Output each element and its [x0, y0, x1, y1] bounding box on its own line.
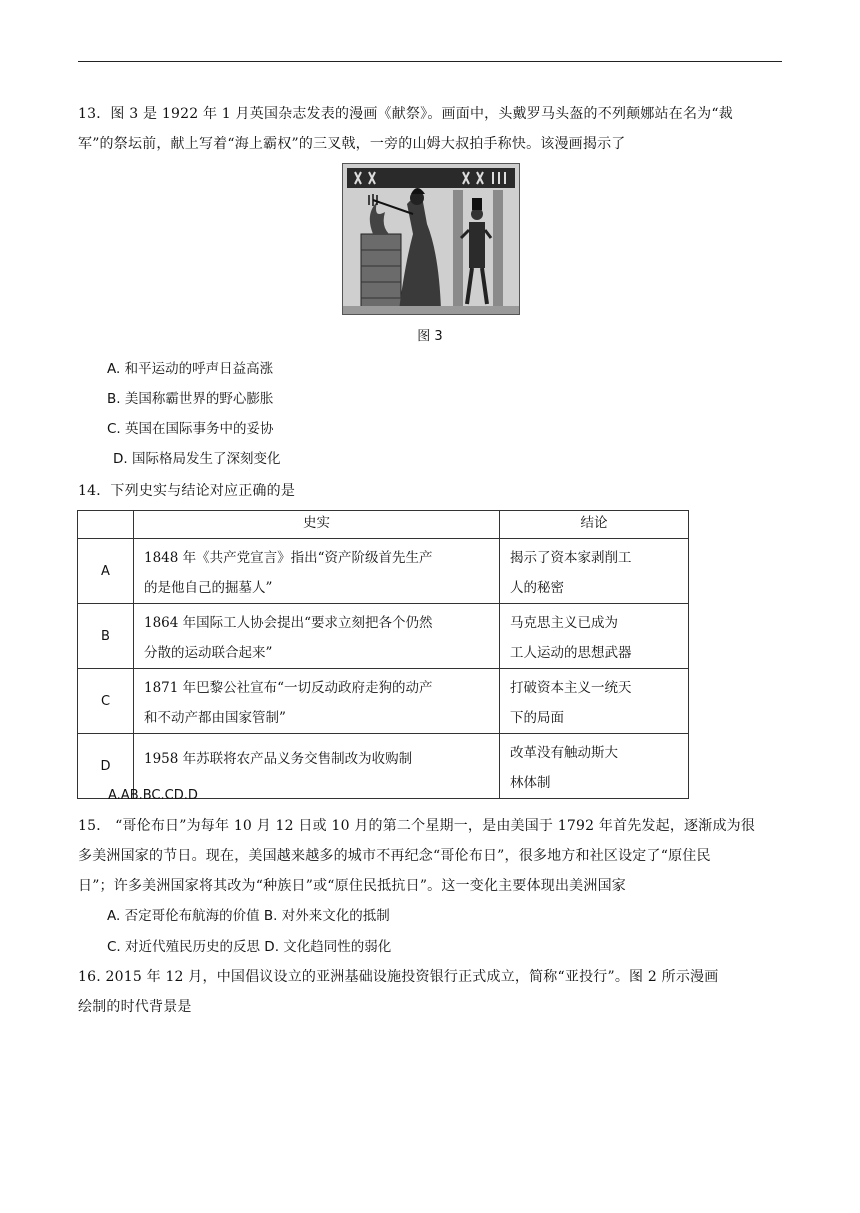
fact-line: 1958 年苏联将农产品义务交售制改为收购制 — [144, 751, 413, 767]
q16-stem-line2: 绘制的时代背景是 — [78, 999, 192, 1015]
row-conclusion — [500, 734, 689, 799]
q14-answer-options: A.AB.BC.CD.D — [108, 788, 198, 803]
fact-line: 分散的运动联合起来” — [144, 645, 273, 661]
conclusion-line: 揭示了资本家剥削工 — [510, 550, 632, 566]
q15-stem-line3: 日”；许多美洲国家将其改为“种族日”或“原住民抵抗日”。这一变化主要体现出美洲国家 — [78, 878, 626, 894]
conclusion-line: 改革没有触动斯大 — [510, 745, 618, 761]
q13-option-c: C. 英国在国际事务中的妥协 — [107, 421, 274, 437]
q15-options-line2: C. 对近代殖民历史的反思 D. 文化趋同性的弱化 — [107, 939, 392, 955]
q13-option-d: D. 国际格局发生了深刻变化 — [113, 451, 281, 467]
fact-line: 的是他自己的掘墓人” — [144, 580, 273, 596]
q13-stem-line2: 军”的祭坛前，献上写着“海上霸权”的三叉戟，一旁的山姆大叔拍手称快。该漫画揭示了 — [78, 136, 626, 152]
table-header-fact: 史实 — [134, 511, 500, 539]
row-conclusion — [500, 604, 689, 669]
table-header-conclusion: 结论 — [500, 511, 689, 539]
q15-stem-line1: 15． “哥伦布日”为每年 10 月 12 日或 10 月的第二个星期一，是由美国于 1792 年首先发起，逐渐成为很 — [78, 818, 756, 834]
row-fact — [134, 539, 500, 604]
fact-line: 1864 年国际工人协会提出“要求立刻把各个仍然 — [144, 615, 433, 631]
row-label: B — [78, 604, 134, 669]
row-conclusion — [500, 669, 689, 734]
q16-stem-line1: 16. 2015 年 12 月，中国倡议设立的亚洲基础设施投资银行正式成立，简称“亚投行”。图 2 所示漫画 — [78, 969, 719, 985]
table-row — [78, 539, 689, 604]
q13-option-b: B. 美国称霸世界的野心膨胀 — [107, 391, 274, 407]
table-row — [78, 669, 689, 734]
conclusion-line: 工人运动的思想武器 — [510, 645, 632, 661]
fact-line: 1871 年巴黎公社宣布“一切反动政府走狗的动产 — [144, 680, 433, 696]
row-fact — [134, 669, 500, 734]
q13-option-a: A. 和平运动的呼声日益高涨 — [107, 361, 274, 377]
conclusion-line: 马克思主义已成为 — [510, 615, 618, 631]
table-header-row — [78, 511, 689, 539]
row-conclusion — [500, 539, 689, 604]
history-table — [77, 510, 689, 799]
table-header-empty — [78, 511, 134, 539]
row-fact — [134, 604, 500, 669]
q14-stem: 14．下列史实与结论对应正确的是 — [78, 483, 296, 499]
conclusion-line: 打破资本主义一统天 — [510, 680, 632, 696]
fact-line: 1848 年《共产党宣言》指出“资产阶级首先生产 — [144, 550, 433, 566]
row-label: D — [78, 734, 134, 799]
conclusion-line: 人的秘密 — [510, 580, 564, 596]
conclusion-line: 林体制 — [510, 775, 551, 791]
row-label: C — [78, 669, 134, 734]
q15-stem-line2: 多美洲国家的节日。现在，美国越来越多的城市不再纪念“哥伦布日”，很多地方和社区设定了“原住民 — [78, 848, 711, 864]
cartoon-image-sacrifice — [342, 163, 520, 315]
figure-caption: 图 3 — [417, 329, 443, 344]
row-label: A — [78, 539, 134, 604]
header-rule — [78, 61, 782, 62]
fact-line: 和不动产都由国家管制” — [144, 710, 286, 726]
table-row — [78, 604, 689, 669]
q13-stem-line1: 13．图 3 是 1922 年 1 月英国杂志发表的漫画《献祭》。画面中，头戴罗马头盔的不列颠娜站在名为“裁 — [78, 106, 733, 122]
conclusion-line: 下的局面 — [510, 710, 564, 726]
q15-options-line1: A. 否定哥伦布航海的价值 B. 对外来文化的抵制 — [107, 908, 390, 924]
